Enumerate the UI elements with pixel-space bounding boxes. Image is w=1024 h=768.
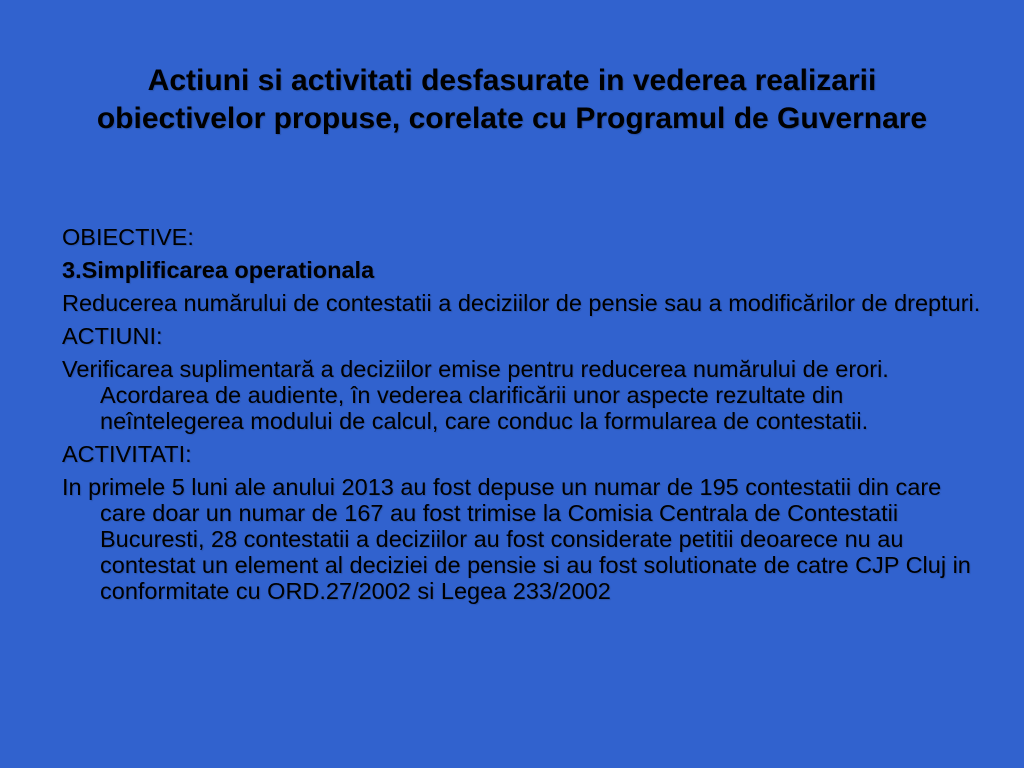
paragraph-activities-description: In primele 5 luni ale anului 2013 au fost depuse un numar de 195 contestatii din care care doar un numar de 167 au fost trimise la Comisia Centrala de Contestatii Bucuresti, 28 contestatii a deciziilor au fost considerate petitii deoarece nu au contestat un element al deciziei de pensie si au fost solutionate de catre CJP Cluj in conformitate cu ORD.27/2002 si Legea 233/2002	[62, 474, 971, 604]
paragraph-activities-heading: ACTIVITATI:	[62, 441, 192, 467]
paragraph-objective-description: Reducerea numărului de contestatii a deciziilor de pensie sau a modificărilor de drepturi.	[62, 290, 981, 316]
paragraph-objective-title: 3.Simplificarea operationala	[62, 257, 375, 283]
slide-body	[62, 224, 982, 611]
paragraph-objectives-heading: OBIECTIVE:	[62, 224, 194, 250]
paragraph-actions-description: Verificarea suplimentară a deciziilor emise pentru reducerea numărului de erori. Acordarea de audiente, în vederea clarificării unor aspecte rezultate din neîntelegerea modului de calcul, care conduc la formularea de contestatii.	[62, 356, 889, 434]
slide-title: Actiuni si activitati desfasurate in vederea realizarii obiectivelor propuse, corelate cu Programul de Guvernare	[96, 64, 928, 135]
paragraph-actions-heading: ACTIUNI:	[62, 323, 163, 349]
